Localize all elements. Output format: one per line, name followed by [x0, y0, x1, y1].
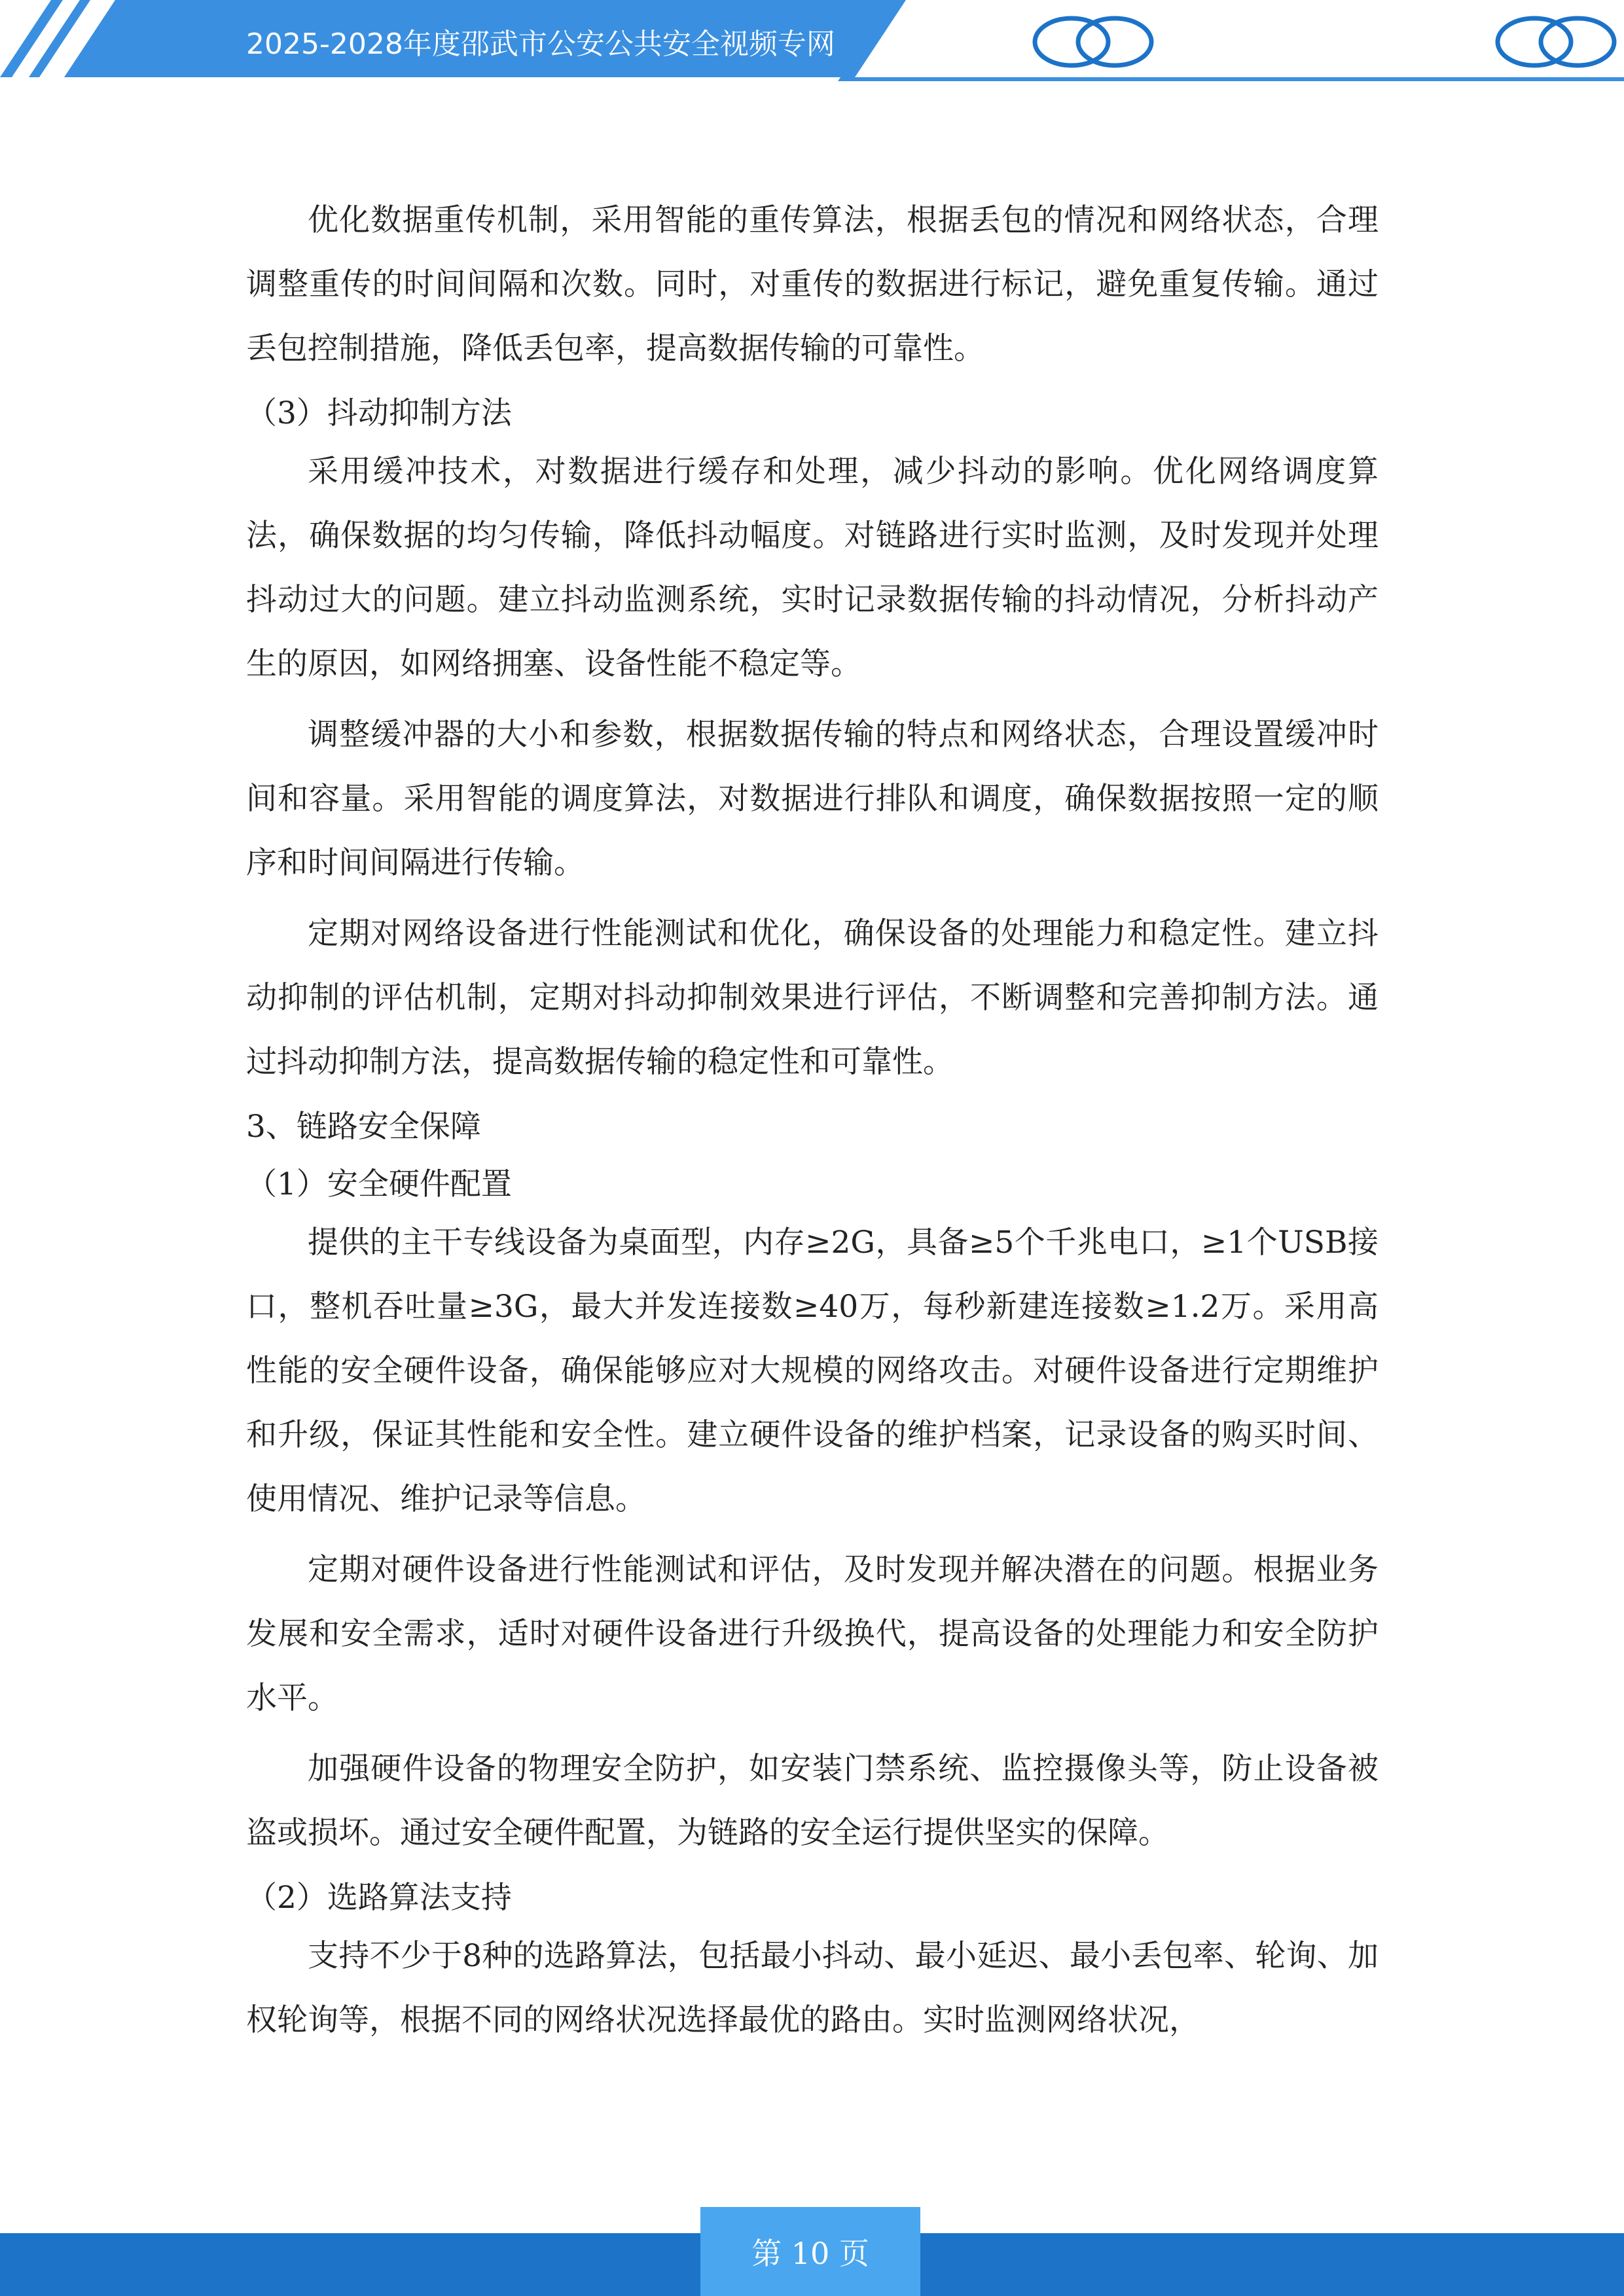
body-paragraph: 定期对硬件设备进行性能测试和评估，及时发现并解决潜在的问题。根据业务发展和安全需求，适时对硬件设备进行升级换代，提高设备的处理能力和安全防护水平。: [246, 1552, 1379, 1716]
body-paragraph: 提供的主干专线设备为桌面型，内存≥2G，具备≥5个千兆电口，≥1个USB接口，整机吞吐量≥3G，最大并发连接数≥40万，每秒新建连接数≥1.2万。采用高性能的安全硬件设备，确保能够应对大规模的网络攻击。对硬件设备进行定期维护和升级，保证其性能和安全性。建立硬件设备的维护档案，记录设备的购买时间、使用情况、维护记录等信息。: [246, 1225, 1379, 1517]
section-heading: 3、链路安全保障: [246, 1109, 481, 1145]
body-paragraph: 定期对网络设备进行性能测试和优化，确保设备的处理能力和稳定性。建立抖动抑制的评估机制，定期对抖动抑制效果进行评估，不断调整和完善抑制方法。通过抖动抑制方法，提高数据传输的稳定性和可靠性。: [246, 916, 1379, 1080]
rings-logo-icon: [1031, 12, 1162, 71]
page-number: 第 10 页: [700, 2207, 920, 2296]
section-heading: （3）抖动抑制方法: [246, 395, 512, 431]
body-paragraph: 优化数据重传机制，采用智能的重传算法，根据丢包的情况和网络状态，合理调整重传的时间间隔和次数。同时，对重传的数据进行标记，避免重复传输。通过丢包控制措施，降低丢包率，提高数据传输的可靠性。: [246, 202, 1379, 367]
document-body: [246, 188, 1379, 2059]
section-heading: （2）选路算法支持: [246, 1880, 512, 1916]
body-paragraph: 加强硬件设备的物理安全防护，如安装门禁系统、监控摄像头等，防止设备被盗或损坏。通过安全硬件配置，为链路的安全运行提供坚实的保障。: [246, 1751, 1379, 1851]
page-header: [0, 0, 1624, 85]
body-paragraph: 采用缓冲技术，对数据进行缓存和处理，减少抖动的影响。优化网络调度算法，确保数据的均匀传输，降低抖动幅度。对链路进行实时监测，及时发现并处理抖动过大的问题。建立抖动监测系统，实时记录数据传输的抖动情况，分析抖动产生的原因，如网络拥塞、设备性能不稳定等。: [246, 454, 1379, 682]
header-title: 2025-2028年度邵武市公安公共安全视频专网: [246, 27, 835, 61]
header-stripe-1: [0, 0, 63, 77]
body-paragraph: 支持不少于8种的选路算法，包括最小抖动、最小延迟、最小丢包率、轮询、加权轮询等，根据不同的网络状况选择最优的路由。实时监测网络状况，: [246, 1938, 1379, 2038]
body-paragraph: 调整缓冲器的大小和参数，根据数据传输的特点和网络状态，合理设置缓冲时间和容量。采用智能的调度算法，对数据进行排队和调度，确保数据按照一定的顺序和时间间隔进行传输。: [246, 717, 1379, 881]
rings-logo-icon: [1494, 12, 1624, 71]
section-heading: （1）安全硬件配置: [246, 1166, 512, 1202]
